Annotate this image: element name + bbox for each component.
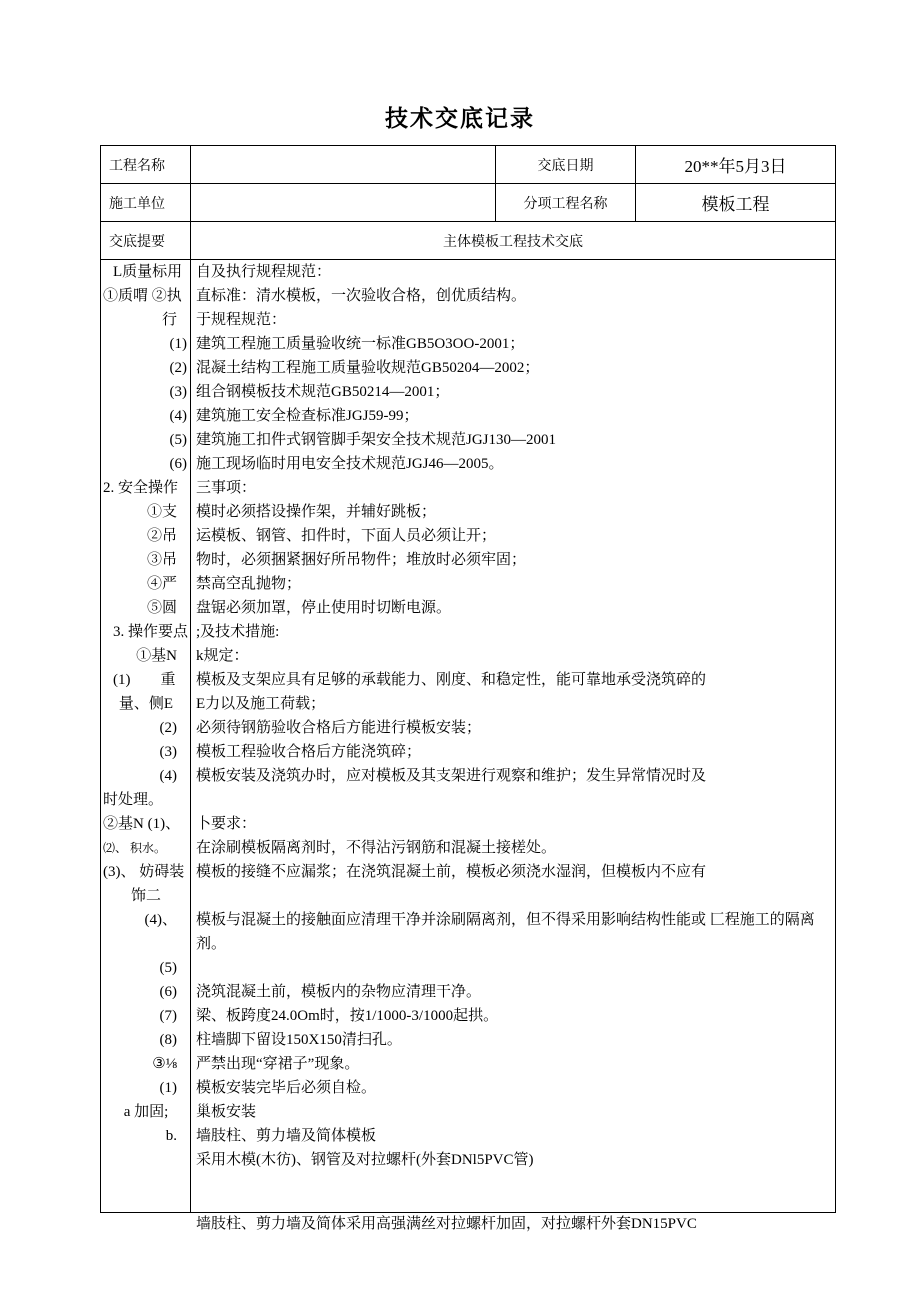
project-name-value [191,146,496,183]
line-text: 浇筑混凝土前，模板内的杂物应清理干净。 [196,984,482,1000]
body-line [101,260,835,284]
record-table [100,145,836,1232]
line-text: k规定： [196,648,249,664]
body-line [101,716,835,740]
line-label: ②吊 [146,528,177,544]
line-text: 采用木模(木彷)、钢管及对拉螺杆(外套DNl5PVC管) [196,1152,534,1168]
line-label: (2) [159,720,177,736]
summary-value: 主体模板工程技术交底 [443,234,583,250]
body-line [101,1100,835,1124]
body-line [101,284,835,308]
line-text: 组合钢模板技术规范GB50214—2001； [196,384,450,400]
line-text: 自及执行规程规范： [196,264,332,280]
body-line [101,1172,835,1212]
line-label: (5) [159,960,177,976]
body-line [101,476,835,500]
body-line [101,692,835,716]
line-text: 模板的接缝不应漏浆；在浇筑混凝土前，模板必须浇水湿润，但模板内不应有 [196,864,707,880]
line-text [191,884,835,908]
line-label: ③吊 [146,552,177,568]
body-line [101,404,835,428]
line-text: 必须待钢筋验收合格后方能进行模板安装； [196,720,482,736]
line-label: (4) [159,768,177,784]
line-label: 量、侧E [118,696,174,712]
construction-unit-label: 施工单位 [101,184,191,221]
line-text: 模板工程验收合格后方能浇筑碎； [196,744,422,760]
line-text: 模板安装及浇筑办时，应对模板及其支架进行观察和维护；发生异常情况时及 [196,768,707,784]
line-label [101,1172,191,1212]
line-label [101,1148,191,1172]
body-line [101,908,835,956]
line-label: 3. 操作要点 [113,624,189,640]
line-text: 模板安装完毕后必须自检。 [196,1080,377,1096]
header-row-contractor [101,184,835,222]
summary-label: 交底提要 [101,222,191,259]
line-text: 在涂刷模板隔离剂时，不得沾污钢筋和混凝土接槎处。 [196,840,557,856]
body-line [101,956,835,980]
body-line [101,572,835,596]
body-line [101,1212,835,1236]
line-text [191,1172,835,1212]
body-line [101,452,835,476]
body-line [101,620,835,644]
line-label: ②基N (1)、 [103,816,181,832]
body-line [101,764,835,788]
body-line [101,884,835,908]
line-text: 三事项： [196,480,257,496]
line-text: 直标准：清水模板，一次验收合格，创优质结构。 [196,288,527,304]
line-label: 2. 安全操作 [103,480,179,496]
line-text: 模板与混凝土的接触面应清理干净并涂刷隔离剂，但不得采用影响结构性能或 匚程施工的隔离剂。 [196,912,815,952]
body-line [101,1004,835,1028]
line-text [191,956,835,980]
line-text: 于规程规范： [196,312,287,328]
body-line [101,980,835,1004]
line-label: (1) [159,1080,177,1096]
line-label: a 加固; [123,1104,169,1120]
line-text: 施工现场临时用电安全技术规范JGJ46—2005。 [196,456,504,472]
line-label: 时处理。 [103,792,164,808]
body-line [101,356,835,380]
body-line [101,812,835,836]
line-label: (3) [169,384,187,400]
line-text: 混凝土结构工程施工质量验收规范GB50204—2002； [196,360,540,376]
sub-project-label: 分项工程名称 [496,184,636,221]
line-label [101,1212,191,1236]
line-label: (6) [169,456,187,472]
line-label: (7) [159,1008,177,1024]
disclosure-date-label: 交底日期 [496,146,636,183]
line-text: 墙肢柱、剪力墙及简体模板 [196,1128,377,1144]
body-line [101,500,835,524]
line-label: ①支 [146,504,177,520]
line-label: ⑵、 积水。 [103,841,167,855]
line-label: (2) [169,360,187,376]
body-line [101,596,835,620]
line-label: ①质喟 ②执 [103,288,182,304]
body-line [101,1124,835,1148]
body-line [101,860,835,884]
body-line [101,1052,835,1076]
construction-unit-value [191,184,496,221]
line-text: 禁高空乱抛物； [196,576,302,592]
line-label: ⑤圆 [146,600,177,616]
line-label: (5) [169,432,187,448]
line-text: 运模板、钢管、扣件时，下面人员必须让开； [196,528,497,544]
header-row-project [101,146,835,184]
line-text: 模板及支架应具有足够的承载能力、刚度、和稳定性，能可靠地承受浇筑碎的 [196,672,707,688]
body-line [101,668,835,692]
line-text: 建筑施工安全检查标准JGJ59-99； [196,408,419,424]
body-line [101,1076,835,1100]
body-line [101,548,835,572]
body-line [101,308,835,332]
body-line [101,380,835,404]
page-title: 技术交底记录 [385,106,535,131]
line-label: (8) [159,1032,177,1048]
line-text: 柱墙脚下留设150X150清扫孔。 [196,1032,402,1048]
line-label: ①基N [136,648,177,664]
line-text [191,788,835,812]
line-label: L质量标用 [113,264,183,280]
body-line [101,1028,835,1052]
line-text: 墙肢柱、剪力墙及简体采用高强满丝对拉螺杆加固，对拉螺杆外套DN15PVC [196,1216,697,1232]
sub-project-value: 模板工程 [701,195,770,214]
disclosure-date-value: 20**年5月3日 [684,157,787,176]
project-name-label: 工程名称 [101,146,191,183]
line-text: 盘锯必须加罩，停止使用时切断电源。 [196,600,452,616]
line-text: ;及技术措施: [196,624,280,640]
body-line [101,644,835,668]
line-label: (1) 重 [113,672,176,688]
line-label: ④严 [146,576,177,592]
line-label: (4)、 [144,912,177,928]
line-label: (6) [159,984,177,1000]
line-label: 行 [161,312,177,328]
line-label: 饰二 [130,888,161,904]
body-line [101,524,835,548]
line-label: ③⅛ [152,1056,177,1072]
line-label: (1) [169,336,187,352]
body-line [101,836,835,860]
document-body [101,260,835,1232]
body-line [101,1148,835,1172]
line-text: 巢板安装 [196,1104,257,1120]
body-line [101,788,835,812]
line-label: b. [165,1128,177,1144]
line-text: 严禁出现“穿裙子”现象。 [196,1056,360,1072]
header-row-summary [101,222,835,260]
line-text: 梁、板跨度24.0Om时，按1/1000-3/1000起拱。 [196,1008,499,1024]
body-line [101,332,835,356]
line-text: 物时，必须捆紧捆好所吊物件；堆放时必须牢固； [196,552,527,568]
body-line [101,428,835,452]
body-line [101,740,835,764]
line-text: E力以及施工荷载； [196,696,326,712]
line-text: 建筑施工扣件式钢管脚手架安全技术规范JGJ130—2001 [196,432,557,448]
line-text: 建筑工程施工质量验收统一标准GB5O3OO-2001； [196,336,525,352]
line-text: 模时必须搭设操作架，并辅好跳板； [196,504,437,520]
line-label: (3) [159,744,177,760]
line-text: 卜要求： [196,816,257,832]
line-label: (4) [169,408,187,424]
line-label: (3)、 妨碍装 [103,864,185,880]
